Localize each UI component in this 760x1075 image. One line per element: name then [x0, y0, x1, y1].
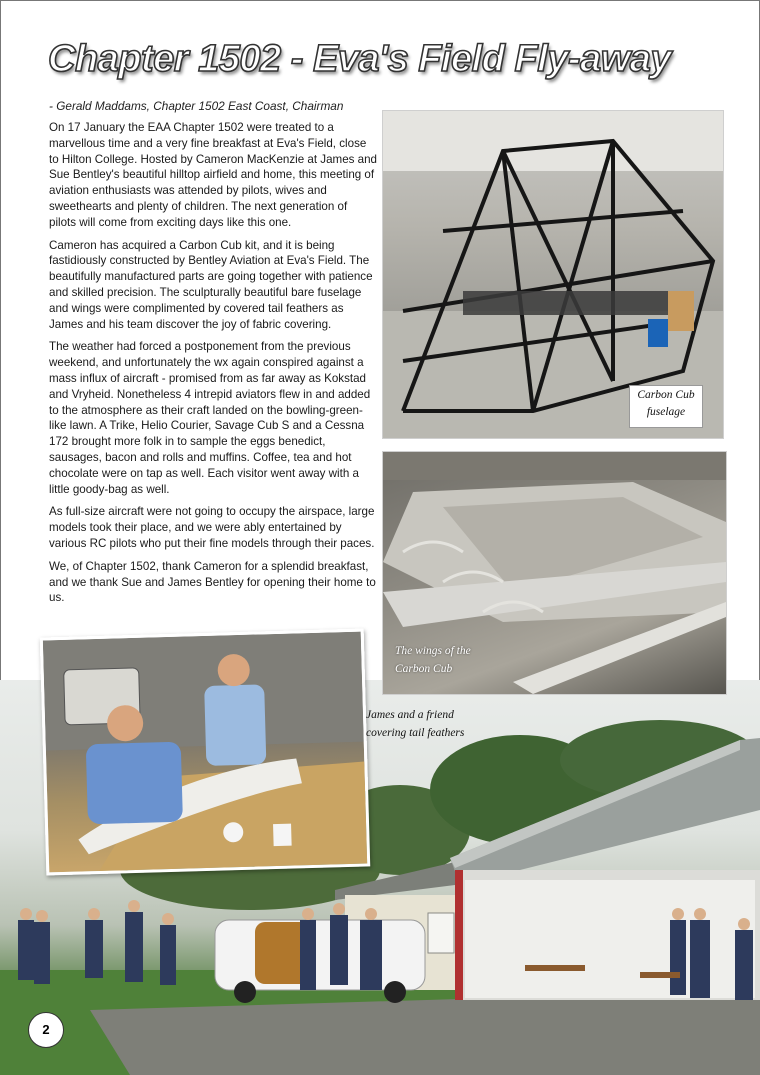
- article-byline: - Gerald Maddams, Chapter 1502 East Coast, Chairman: [49, 99, 344, 113]
- body-paragraph: Cameron has acquired a Carbon Cub kit, and it is being fastidiously constructed by Bentley Aviation at Eva's Field. The beautifully manufactured parts are going together with patience and skilled precision. The sculpturally beautiful bare fuselage and wings were complimented by covered tail feathers as James and his team discover the joy of fabric covering.: [49, 238, 373, 331]
- tail-covering-illustration: [43, 632, 367, 873]
- wings-caption: The wings of the Carbon Cub: [395, 645, 471, 675]
- article-title: Chapter 1502 - Eva's Field Fly-away: [48, 38, 672, 80]
- tail-caption: James and a friend covering tail feathers: [366, 709, 465, 739]
- article-body: [49, 120, 377, 613]
- page-number: 2: [28, 1012, 64, 1048]
- fuselage-caption: Carbon Cub fuselage: [629, 385, 703, 428]
- body-paragraph: The weather had forced a postponement from the previous weekend, and unfortunately the wx again conspired against a mass influx of aircraft - promised from as far away as Kokstad and Vryheid. Nonetheless 4 intrepid aviators flew in and added to the atmosphere as their craft landed on the bowling-green-like lawn. A Trike, Helio Courier, Savage Cub S and a Cessna 172 brought more folk in to sample the eggs benedict, sausages, bacon and rolls and muffins. Coffee, tea and hot chocolate were on tap as well. Each visitor went away with a little goody-bag as well.: [49, 340, 371, 496]
- body-paragraph: On 17 January the EAA Chapter 1502 were treated to a marvellous time and a very fine breakfast at Eva's Field, close to Hilton College. Hosted by Cameron MacKenzie at James and Sue Bentley's beautiful hilltop airfield and home, this meeting of aviation enthusiasts was attended by pilots, wives and sweethearts and plenty of children. The next generation of pilots will come from exciting days like this one.: [49, 121, 378, 229]
- body-paragraph: We, of Chapter 1502, thank Cameron for a splendid breakfast, and we thank Sue and James Bentley for opening their home to us.: [49, 559, 376, 605]
- body-paragraph: As full-size aircraft were not going to occupy the airspace, large models took their place, and we were ably entertained by various RC pilots who put their fine models through their paces.: [49, 505, 375, 550]
- tail-feathers-photo: [40, 629, 371, 876]
